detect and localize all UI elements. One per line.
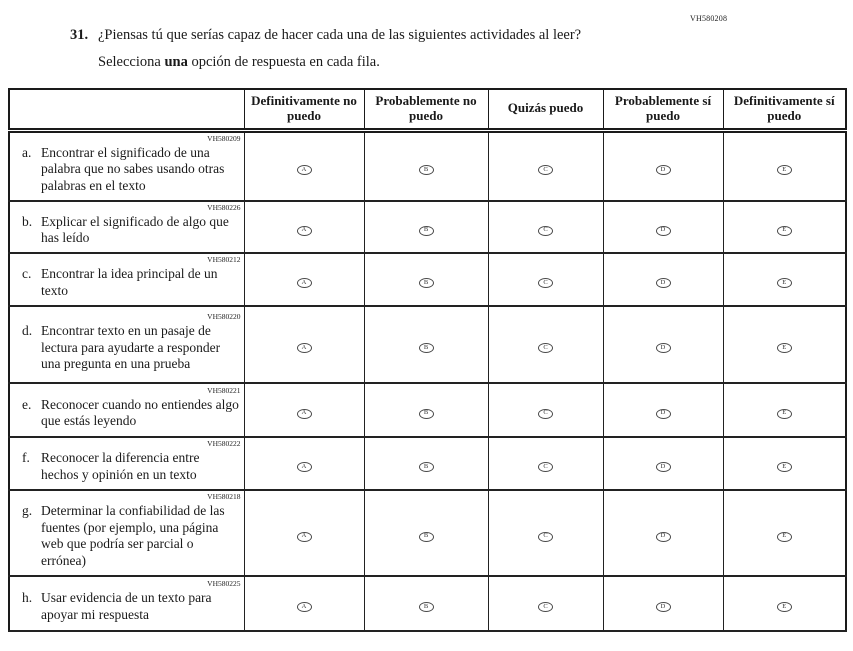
- item-code: VH580218: [207, 492, 241, 502]
- header-row: [9, 89, 846, 130]
- answer-cell: [364, 253, 488, 306]
- answer-cell: [364, 383, 488, 437]
- row-statement: Encontrar texto en un pasaje de lectura para ayudarte a responder una pregunta en una prueba: [41, 323, 221, 372]
- answer-cell: [603, 306, 723, 383]
- instruction-bold: una: [164, 54, 188, 71]
- answer-cell: [723, 490, 846, 576]
- answer-bubble-h-a[interactable]: A: [297, 602, 312, 612]
- answer-cell: [364, 576, 488, 631]
- item-code: VH580209: [207, 133, 241, 143]
- row-label-cell: [9, 576, 244, 631]
- answer-bubble-b-e[interactable]: E: [777, 226, 792, 236]
- answer-cell: [723, 130, 846, 201]
- item-code: VH580222: [207, 439, 241, 449]
- answer-cell: [723, 201, 846, 253]
- answer-bubble-d-a[interactable]: A: [297, 343, 312, 353]
- form-code: VH580208: [690, 14, 728, 23]
- answer-bubble-g-a[interactable]: A: [297, 532, 312, 542]
- answer-bubble-e-c[interactable]: C: [538, 409, 553, 419]
- column-header-4: Probablemente sí puedo: [603, 89, 723, 130]
- table-row: [9, 383, 846, 437]
- answer-bubble-a-c[interactable]: C: [538, 165, 553, 175]
- instruction-post: opción de respuesta en cada fila.: [187, 54, 380, 71]
- question-text: ¿Piensas tú que serías capaz de hacer cada una de las siguientes actividades al leer?: [98, 27, 582, 43]
- answer-cell: [723, 253, 846, 306]
- answer-bubble-b-a[interactable]: A: [297, 226, 312, 236]
- row-letter: c.: [22, 266, 32, 282]
- item-code: VH580220: [207, 312, 241, 322]
- answer-bubble-h-d[interactable]: D: [656, 602, 671, 612]
- answer-bubble-f-b[interactable]: B: [419, 462, 434, 472]
- row-letter: b.: [22, 213, 33, 229]
- answer-cell: [488, 253, 603, 306]
- answer-bubble-g-c[interactable]: C: [538, 532, 553, 542]
- item-code: VH580225: [207, 579, 241, 589]
- row-statement: Reconocer cuando no entiendes algo que estás leyendo: [41, 396, 239, 429]
- answer-cell: [244, 383, 364, 437]
- row-label-cell: [9, 253, 244, 306]
- answer-bubble-f-a[interactable]: A: [297, 462, 312, 472]
- answer-cell: [488, 576, 603, 631]
- answer-bubble-d-c[interactable]: C: [538, 343, 553, 353]
- answer-bubble-e-e[interactable]: E: [777, 409, 792, 419]
- answer-bubble-c-b[interactable]: B: [419, 278, 434, 288]
- answer-bubble-d-d[interactable]: D: [656, 343, 671, 353]
- answer-bubble-f-c[interactable]: C: [538, 462, 553, 472]
- table-row: [9, 437, 846, 490]
- row-statement: Encontrar el significado de una palabra que no sabes usando otras palabras en el texto: [41, 144, 225, 193]
- answer-cell: [244, 306, 364, 383]
- answer-cell: [488, 383, 603, 437]
- row-letter: g.: [22, 503, 33, 519]
- answer-cell: [603, 130, 723, 201]
- answer-bubble-g-b[interactable]: B: [419, 532, 434, 542]
- row-statement: Explicar el significado de algo que has leído: [41, 213, 229, 246]
- answer-bubble-g-d[interactable]: D: [656, 532, 671, 542]
- answer-cell: [488, 490, 603, 576]
- row-label-cell: [9, 437, 244, 490]
- row-letter: h.: [22, 590, 33, 606]
- answer-cell: [364, 437, 488, 490]
- answer-bubble-c-c[interactable]: C: [538, 278, 553, 288]
- row-label-cell: [9, 130, 244, 201]
- row-letter: e.: [22, 396, 32, 412]
- answer-cell: [364, 201, 488, 253]
- answer-table-body: [9, 130, 846, 631]
- answer-cell: [603, 383, 723, 437]
- instruction-pre: Selecciona: [98, 54, 165, 71]
- row-label-cell: [9, 306, 244, 383]
- answer-bubble-h-e[interactable]: E: [777, 602, 792, 612]
- column-header-3: Quizás puedo: [488, 89, 603, 130]
- answer-cell: [364, 490, 488, 576]
- answer-cell: [244, 130, 364, 201]
- answer-bubble-a-b[interactable]: B: [419, 165, 434, 175]
- answer-bubble-c-e[interactable]: E: [777, 278, 792, 288]
- answer-bubble-d-b[interactable]: B: [419, 343, 434, 353]
- question-number: 31.: [70, 27, 89, 43]
- column-header-2: Probablemente no puedo: [364, 89, 488, 130]
- answer-cell: [603, 576, 723, 631]
- answer-bubble-b-b[interactable]: B: [419, 226, 434, 236]
- answer-cell: [364, 130, 488, 201]
- answer-bubble-a-d[interactable]: D: [656, 165, 671, 175]
- answer-cell: [603, 490, 723, 576]
- row-letter: d.: [22, 323, 33, 339]
- row-statement: Usar evidencia de un texto para apoyar mi respuesta: [41, 590, 212, 622]
- row-statement: Reconocer la diferencia entre hechos y opinión en un texto: [41, 450, 200, 482]
- question-block: [70, 26, 730, 71]
- column-header-5: Definitivamente sí puedo: [723, 89, 846, 130]
- answer-cell: [603, 201, 723, 253]
- answer-cell: [488, 201, 603, 253]
- answer-cell: [488, 306, 603, 383]
- answer-cell: [723, 383, 846, 437]
- item-code: VH580226: [207, 202, 241, 212]
- answer-cell: [488, 130, 603, 201]
- answer-bubble-h-c[interactable]: C: [538, 602, 553, 612]
- table-row: [9, 130, 846, 201]
- answer-cell: [244, 490, 364, 576]
- answer-bubble-h-b[interactable]: B: [419, 602, 434, 612]
- table-row: [9, 576, 846, 631]
- answer-cell: [244, 576, 364, 631]
- answer-bubble-e-d[interactable]: D: [656, 409, 671, 419]
- item-code: VH580212: [207, 255, 241, 265]
- answer-bubble-a-a[interactable]: A: [297, 165, 312, 175]
- corner-cell: [9, 89, 244, 130]
- table-row: [9, 253, 846, 306]
- answer-cell: [244, 437, 364, 490]
- row-statement: Determinar la confiabilidad de las fuentes (por ejemplo, una página web que podría ser parcial o errónea): [41, 503, 225, 568]
- answer-cell: [723, 576, 846, 631]
- answer-cell: [723, 437, 846, 490]
- answer-bubble-c-a[interactable]: A: [297, 278, 312, 288]
- answer-bubble-f-d[interactable]: D: [656, 462, 671, 472]
- answer-cell: [364, 306, 488, 383]
- answer-cell: [244, 253, 364, 306]
- answer-cell: [723, 306, 846, 383]
- row-label-cell: [9, 201, 244, 253]
- column-header-1: Definitivamente no puedo: [244, 89, 364, 130]
- row-statement: Encontrar la idea principal de un texto: [41, 266, 218, 298]
- answer-bubble-f-e[interactable]: E: [777, 462, 792, 472]
- row-letter: a.: [22, 144, 32, 160]
- row-letter: f.: [22, 450, 30, 466]
- answer-bubble-a-e[interactable]: E: [777, 165, 792, 175]
- row-label-cell: [9, 383, 244, 437]
- answer-cell: [603, 437, 723, 490]
- item-code: VH580221: [207, 385, 241, 395]
- table-row: [9, 201, 846, 253]
- answer-bubble-b-c[interactable]: C: [538, 226, 553, 236]
- answer-cell: [603, 253, 723, 306]
- answer-bubble-g-e[interactable]: E: [777, 532, 792, 542]
- answer-bubble-e-b[interactable]: B: [419, 409, 434, 419]
- answer-bubble-e-a[interactable]: A: [297, 409, 312, 419]
- answer-bubble-b-d[interactable]: D: [656, 226, 671, 236]
- row-label-cell: [9, 490, 244, 576]
- table-row: [9, 490, 846, 576]
- answer-bubble-d-e[interactable]: E: [777, 343, 792, 353]
- answer-bubble-c-d[interactable]: D: [656, 278, 671, 288]
- question-instruction: [98, 53, 730, 71]
- answer-cell: [488, 437, 603, 490]
- table-row: [9, 306, 846, 383]
- answer-cell: [244, 201, 364, 253]
- response-grid-table: [8, 88, 847, 632]
